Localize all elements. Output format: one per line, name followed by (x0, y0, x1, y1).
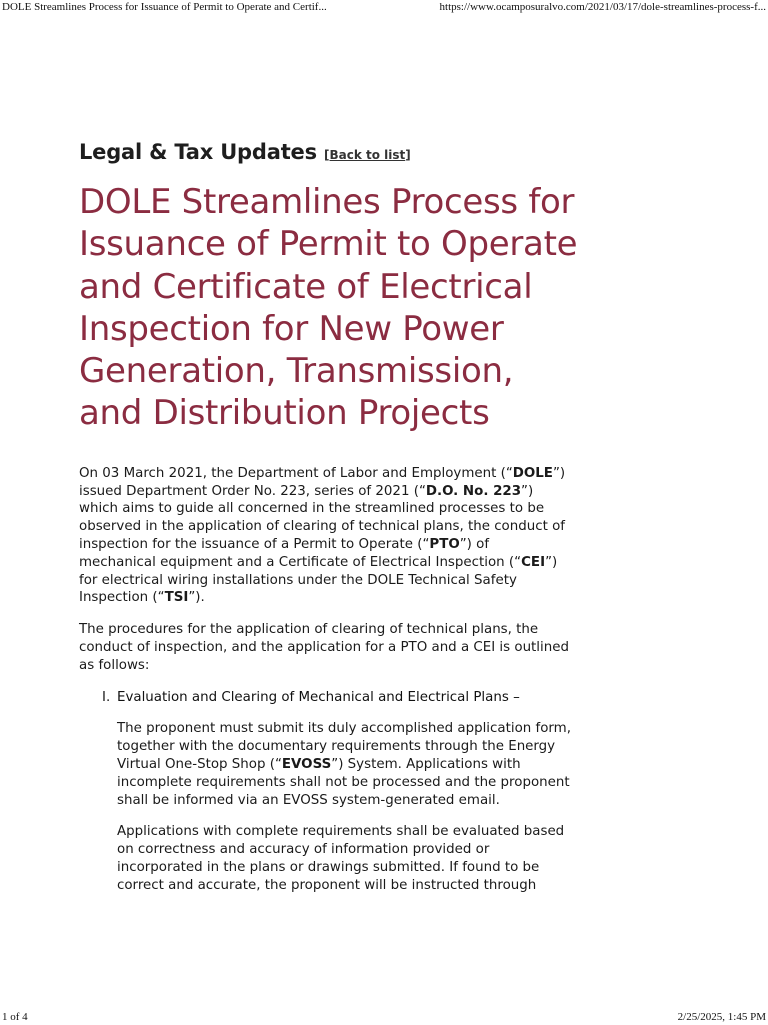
list-item-paragraph (117, 720, 572, 809)
print-url: https://www.ocamposuralvo.com/2021/03/17/dole-streamlines-process-f... (439, 1, 766, 13)
print-page-title: DOLE Streamlines Process for Issuance of Permit to Operate and Certif... (2, 1, 327, 13)
intro-text-4: ”) of mechanical equipment and a Certificate of Electrical Inspection (“ (79, 536, 522, 570)
term-do-223: D.O. No. 223 (425, 483, 522, 499)
section-title: Legal & Tax Updates (79, 140, 317, 164)
item-para-text-1: The proponent must submit its duly accomplished application form, together with the documentary requirements through the Energy Virtual One-Stop Shop (“ (117, 721, 571, 772)
intro-text-1: On 03 March 2021, the Department of Labor and Employment (“ (79, 465, 513, 481)
term-evoss: EVOSS (281, 756, 332, 772)
back-link-close-bracket: ] (405, 148, 411, 162)
article-title: DOLE Streamlines Process for Issuance of Permit to Operate and Certificate of Electrical Inspection for New Power Generation, Transmission, and Distribution Projects (79, 182, 578, 434)
list-item (79, 689, 579, 895)
intro-text-5: ”) for electrical wiring installations under the DOLE Technical Safety Inspection (“ (79, 554, 558, 606)
article-content (79, 138, 579, 895)
term-tsi: TSI (164, 590, 189, 606)
print-header (0, 1, 768, 15)
intro-text-2: ”) issued Department Order No. 223, series of 2021 (“ (79, 465, 566, 499)
intro-text-3: ”) which aims to guide all concerned in the streamlined processes to be observed in the application of clearing of technical plans, the conduct of inspection for the issuance of a Permit to Operate (“ (79, 483, 565, 552)
term-dole: DOLE (512, 465, 553, 481)
list-item-heading: Evaluation and Clearing of Mechanical and Electrical Plans – (117, 689, 520, 705)
intro-text-6: ”). (188, 590, 205, 606)
section-heading (79, 138, 579, 169)
back-link-text[interactable]: Back to list (329, 148, 406, 162)
list-item-paragraph: Applications with complete requirements shall be evaluated based on correctness and accuracy of information provided or incorporated in the plans or drawings submitted. If found to be correct and accurate, the proponent will be instructed through (117, 824, 565, 893)
back-link-open-bracket: [ (324, 148, 330, 162)
term-pto: PTO (429, 536, 460, 552)
procedures-list (79, 689, 579, 895)
procedures-intro-paragraph: The procedures for the application of clearing of technical plans, the conduct of inspection, and the application for a PTO and a CEI is outlined as follows: (79, 622, 569, 673)
term-cei: CEI (521, 554, 546, 570)
print-datetime: 2/25/2025, 1:45 PM (677, 1011, 766, 1023)
print-page-number: 1 of 4 (2, 1011, 28, 1023)
list-item-marker: I. (102, 689, 111, 705)
print-footer (0, 1011, 768, 1025)
back-to-list-link[interactable] (324, 148, 411, 162)
intro-paragraph (79, 465, 569, 607)
item-para-text-2: ”) System. Applications with incomplete requirements shall not be processed and the proponent shall be informed via an EVOSS system-generated email. (117, 756, 570, 808)
